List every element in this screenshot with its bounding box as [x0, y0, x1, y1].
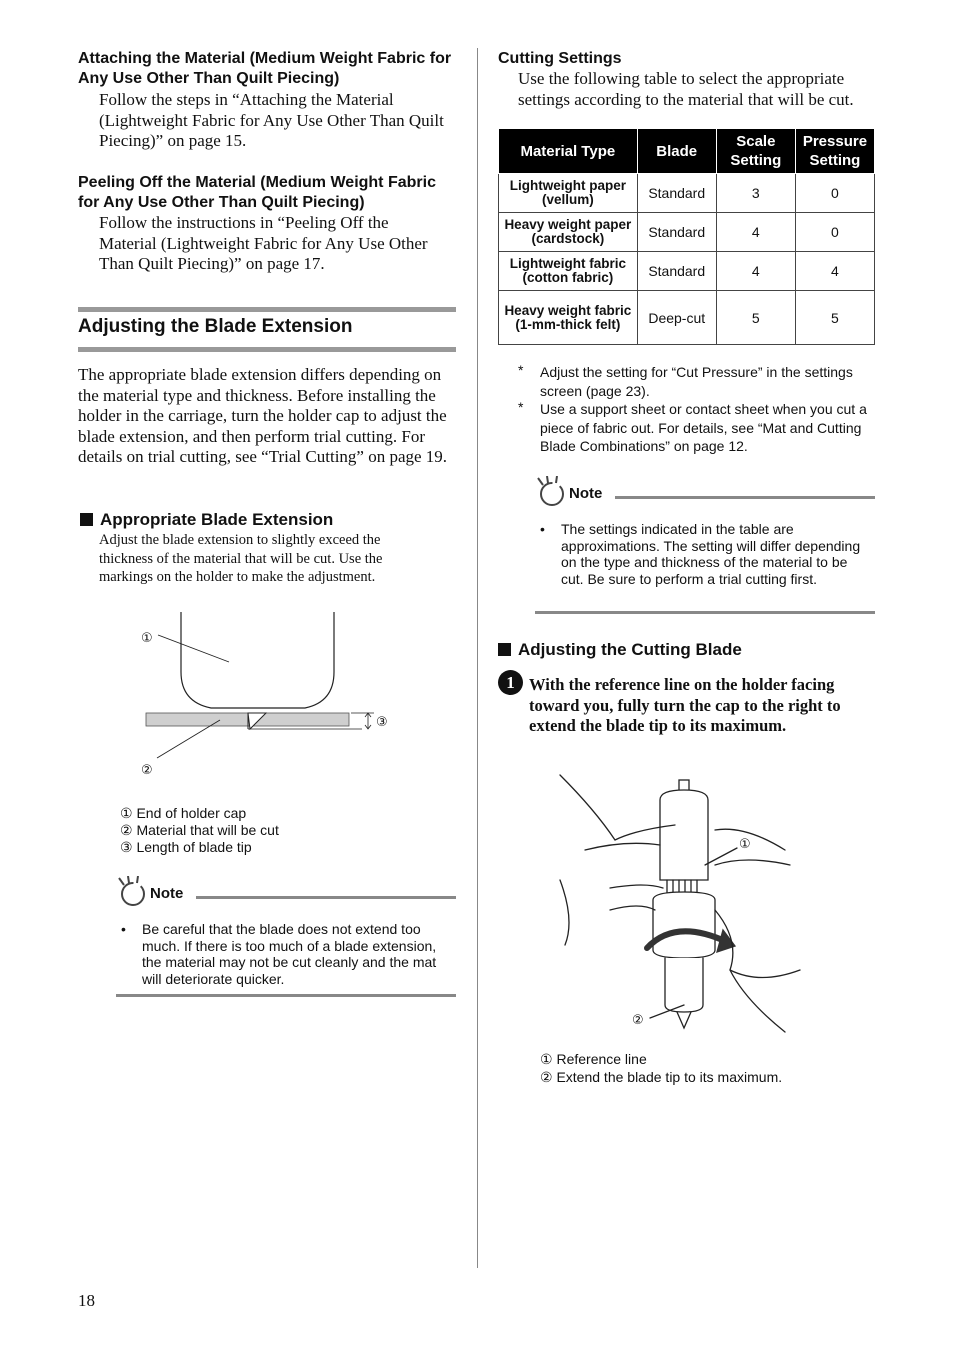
note-icon	[535, 476, 567, 508]
legend-num: ②	[540, 1069, 553, 1085]
legend-item	[120, 805, 450, 822]
attaching-heading: Attaching the Material (Medium Weight Fabric for Any Use Other Than Quilt Piecing)	[78, 50, 452, 87]
legend-item	[120, 822, 450, 839]
leader-1	[158, 635, 229, 662]
note-body	[116, 921, 456, 987]
note-body	[535, 521, 865, 587]
diagram-marker-1: ①	[141, 630, 153, 645]
note-title: Note	[569, 485, 603, 502]
legend-num: ③	[120, 839, 133, 855]
legend-item	[120, 839, 450, 856]
adjusting-blade-label: Adjusting the Cutting Blade	[518, 640, 742, 659]
legend-item	[540, 1050, 870, 1068]
col-blade: Blade	[637, 129, 716, 174]
col-material-type: Material Type	[499, 129, 638, 174]
note-item: • The settings indicated in the table are approximations. The setting will differ depending on the type and thickness of the material to be cut. Be sure to perform a trial cutting first.	[535, 521, 865, 587]
table-row	[499, 252, 875, 291]
legend-text: Reference line	[556, 1051, 647, 1067]
legend-text: Material that will be cut	[136, 822, 279, 838]
cell-blade: Standard	[637, 213, 716, 252]
step-number-badge: 1	[498, 670, 523, 695]
cutting-settings-body: Use the following table to select the appropriate settings according to the material that will be cut.	[518, 69, 854, 109]
column-divider	[477, 48, 478, 1268]
section-rule-top	[78, 307, 456, 312]
col-pressure: Pressure Setting	[795, 129, 874, 174]
blade-extension-diagram	[130, 610, 400, 780]
cell-material: Heavy weight paper (cardstock)	[499, 213, 638, 252]
table-row	[499, 291, 875, 345]
legend-num: ①	[120, 805, 133, 821]
cell-pressure: 4	[795, 252, 874, 291]
table-header-row	[499, 129, 875, 174]
page-number: 18	[78, 1291, 95, 1310]
appropriate-extension-heading	[80, 510, 333, 530]
legend-num: ②	[120, 822, 133, 838]
blade-extension-intro: The appropriate blade extension differs depending on the material type and thickness. Before installing the holder in the carriage, turn the holder cap to adjust the blade extension, and then perform trial cutting. For details on trial cutting, see “Trial Cutting” on page 19.	[78, 365, 448, 466]
attaching-body: Follow the steps in “Attaching the Material (Lightweight Fabric for Any Use Other Than Quilt Piecing)” on page 15.	[99, 90, 444, 150]
table-row	[499, 213, 875, 252]
adjusting-blade-heading	[498, 640, 742, 660]
legend-text: Length of blade tip	[136, 839, 252, 855]
peeling-heading: Peeling Off the Material (Medium Weight Fabric for Any Use Other Than Quilt Piecing)	[78, 174, 436, 211]
peeling-body: Follow the instructions in “Peeling Off the Material (Lightweight Fabric for Any Use Other Than Quilt Piecing)” on page 17.	[99, 213, 428, 273]
note-rule	[615, 496, 875, 499]
section-rule-bottom	[78, 347, 456, 352]
holder-turning-illustration	[555, 770, 805, 1035]
square-bullet-icon	[80, 513, 93, 526]
cell-blade: Standard	[637, 252, 716, 291]
note-title: Note	[150, 885, 184, 902]
square-bullet-icon	[498, 643, 511, 656]
cell-blade: Deep-cut	[637, 291, 716, 345]
cutting-settings-heading: Cutting Settings	[498, 50, 622, 67]
cell-scale: 4	[716, 252, 795, 291]
cell-material: Lightweight fabric (cotton fabric)	[499, 252, 638, 291]
cell-scale: 4	[716, 213, 795, 252]
note-bottom-rule	[535, 611, 875, 614]
table-row	[499, 174, 875, 213]
diagram-legend	[120, 805, 450, 856]
footnote: * Adjust the setting for “Cut Pressure” in the settings screen (page 23).	[518, 363, 878, 400]
footnotes	[518, 363, 878, 456]
cell-scale: 3	[716, 174, 795, 213]
diagram-marker-3: ③	[376, 714, 388, 729]
diagram-marker-2: ②	[141, 762, 153, 777]
cell-scale: 5	[716, 291, 795, 345]
cell-material: Lightweight paper (vellum)	[499, 174, 638, 213]
settings-table	[498, 128, 875, 345]
note-item: • Be careful that the blade does not extend too much. If there is too much of a blade extension, the material may not be cut cleanly and the mat will deteriorate quicker.	[116, 921, 456, 987]
note-icon	[116, 876, 148, 908]
legend-item	[540, 1068, 870, 1086]
blade-extension-title: Adjusting the Blade Extension	[78, 316, 353, 337]
appropriate-extension-label: Appropriate Blade Extension	[100, 510, 334, 529]
legend-num: ①	[540, 1051, 553, 1067]
cell-blade: Standard	[637, 174, 716, 213]
illustration-marker-1: ①	[739, 836, 751, 851]
legend-text: End of holder cap	[136, 805, 247, 821]
cell-pressure: 5	[795, 291, 874, 345]
holder-cap-outline	[181, 612, 334, 708]
cell-pressure: 0	[795, 213, 874, 252]
illustration-marker-2: ②	[632, 1012, 644, 1027]
col-scale: Scale Setting	[716, 129, 795, 174]
cell-material: Heavy weight fabric (1-mm-thick felt)	[499, 291, 638, 345]
note-bottom-rule	[116, 994, 456, 997]
step-text: With the reference line on the holder facing toward you, fully turn the cap to the right to extend the blade tip to its maximum.	[529, 675, 841, 735]
footnote: * Use a support sheet or contact sheet when you cut a piece of fabric out. For details, see “Mat and Cutting Blade Combinations” on page 12.	[518, 400, 878, 456]
legend-text: Extend the blade tip to its maximum.	[556, 1069, 783, 1085]
note-rule	[196, 896, 456, 899]
illustration-legend	[540, 1050, 870, 1086]
cell-pressure: 0	[795, 174, 874, 213]
appropriate-extension-body: Adjust the blade extension to slightly exceed the thickness of the material that will be cut. Use the markings on the holder to make the adjustment.	[99, 532, 383, 585]
